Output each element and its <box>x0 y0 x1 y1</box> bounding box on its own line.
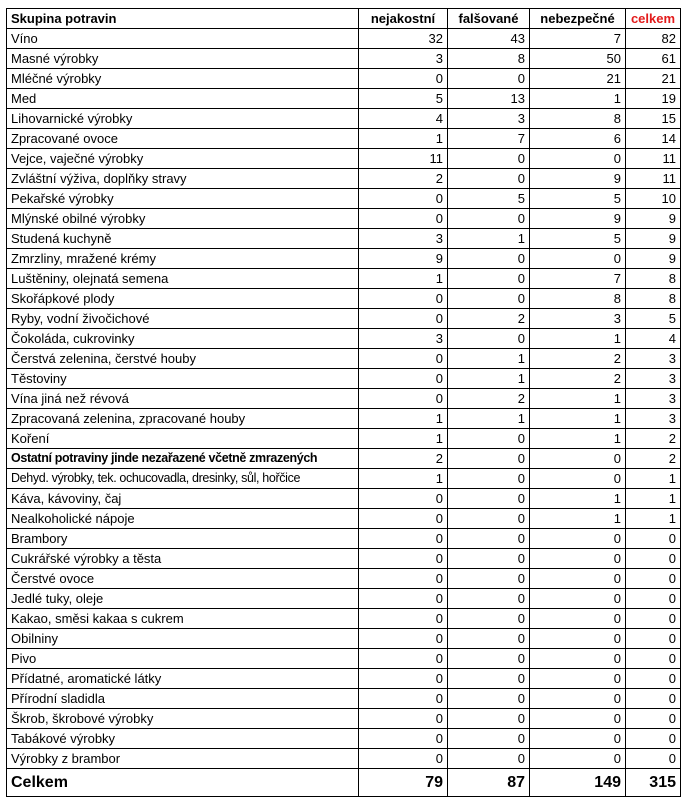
cell-total: 3 <box>626 409 681 429</box>
cell-substandard: 3 <box>359 329 448 349</box>
table-row <box>7 129 681 149</box>
header-row <box>7 9 681 29</box>
cell-unsafe: 0 <box>530 589 626 609</box>
cell-falsified: 0 <box>448 249 530 269</box>
cell-substandard: 0 <box>359 689 448 709</box>
cell-unsafe: 0 <box>530 549 626 569</box>
table-row <box>7 309 681 329</box>
total-label: Celkem <box>7 769 359 797</box>
cell-substandard: 0 <box>359 509 448 529</box>
cell-category: Brambory <box>7 529 359 549</box>
cell-substandard: 9 <box>359 249 448 269</box>
cell-falsified: 0 <box>448 629 530 649</box>
cell-category: Masné výrobky <box>7 49 359 69</box>
table-footer <box>7 769 681 797</box>
cell-substandard: 1 <box>359 269 448 289</box>
table-row <box>7 449 681 469</box>
cell-unsafe: 0 <box>530 629 626 649</box>
cell-unsafe: 1 <box>530 389 626 409</box>
table-header <box>7 9 681 29</box>
cell-falsified: 0 <box>448 329 530 349</box>
cell-substandard: 3 <box>359 49 448 69</box>
cell-category: Zvláštní výživa, doplňky stravy <box>7 169 359 189</box>
cell-substandard: 0 <box>359 189 448 209</box>
cell-unsafe: 50 <box>530 49 626 69</box>
cell-substandard: 0 <box>359 629 448 649</box>
cell-falsified: 0 <box>448 529 530 549</box>
cell-unsafe: 0 <box>530 749 626 769</box>
header-falsified: falšované <box>448 9 530 29</box>
cell-category: Med <box>7 89 359 109</box>
cell-unsafe: 0 <box>530 689 626 709</box>
cell-unsafe: 1 <box>530 409 626 429</box>
cell-substandard: 2 <box>359 449 448 469</box>
cell-total: 14 <box>626 129 681 149</box>
cell-category: Vejce, vaječné výrobky <box>7 149 359 169</box>
cell-unsafe: 3 <box>530 309 626 329</box>
table-row <box>7 729 681 749</box>
cell-falsified: 0 <box>448 709 530 729</box>
cell-total: 9 <box>626 229 681 249</box>
cell-substandard: 0 <box>359 669 448 689</box>
table-row <box>7 469 681 489</box>
cell-total: 0 <box>626 689 681 709</box>
cell-substandard: 0 <box>359 589 448 609</box>
table-row <box>7 629 681 649</box>
cell-unsafe: 0 <box>530 149 626 169</box>
table-row <box>7 109 681 129</box>
cell-total: 19 <box>626 89 681 109</box>
cell-substandard: 0 <box>359 709 448 729</box>
cell-unsafe: 0 <box>530 569 626 589</box>
cell-unsafe: 0 <box>530 729 626 749</box>
cell-unsafe: 6 <box>530 129 626 149</box>
cell-category: Tabákové výrobky <box>7 729 359 749</box>
cell-substandard: 0 <box>359 209 448 229</box>
table-row <box>7 429 681 449</box>
cell-category: Ostatní potraviny jinde nezařazené včetně zmrazených <box>7 449 359 469</box>
cell-unsafe: 5 <box>530 189 626 209</box>
cell-falsified: 0 <box>448 269 530 289</box>
cell-category: Těstoviny <box>7 369 359 389</box>
cell-substandard: 0 <box>359 549 448 569</box>
cell-category: Skořápkové plody <box>7 289 359 309</box>
cell-total: 0 <box>626 549 681 569</box>
cell-substandard: 0 <box>359 729 448 749</box>
cell-unsafe: 8 <box>530 109 626 129</box>
cell-falsified: 0 <box>448 509 530 529</box>
table-row <box>7 589 681 609</box>
cell-category: Lihovarnické výrobky <box>7 109 359 129</box>
total-total: 315 <box>626 769 681 797</box>
cell-falsified: 0 <box>448 609 530 629</box>
cell-total: 0 <box>626 649 681 669</box>
cell-total: 9 <box>626 209 681 229</box>
table-row <box>7 69 681 89</box>
cell-category: Čerstvé ovoce <box>7 569 359 589</box>
cell-falsified: 0 <box>448 429 530 449</box>
cell-substandard: 0 <box>359 749 448 769</box>
cell-total: 2 <box>626 449 681 469</box>
cell-substandard: 32 <box>359 29 448 49</box>
cell-falsified: 0 <box>448 69 530 89</box>
cell-category: Luštěniny, olejnatá semena <box>7 269 359 289</box>
cell-substandard: 1 <box>359 429 448 449</box>
cell-total: 82 <box>626 29 681 49</box>
cell-falsified: 0 <box>448 209 530 229</box>
table-row <box>7 349 681 369</box>
cell-falsified: 0 <box>448 169 530 189</box>
cell-substandard: 0 <box>359 529 448 549</box>
table-body <box>7 29 681 769</box>
cell-unsafe: 1 <box>530 509 626 529</box>
cell-substandard: 1 <box>359 409 448 429</box>
table-row <box>7 549 681 569</box>
cell-substandard: 4 <box>359 109 448 129</box>
cell-unsafe: 21 <box>530 69 626 89</box>
table-row <box>7 489 681 509</box>
cell-unsafe: 1 <box>530 329 626 349</box>
cell-falsified: 0 <box>448 589 530 609</box>
cell-falsified: 1 <box>448 229 530 249</box>
table-row <box>7 669 681 689</box>
cell-falsified: 1 <box>448 369 530 389</box>
table-row <box>7 29 681 49</box>
table-row <box>7 329 681 349</box>
cell-unsafe: 1 <box>530 89 626 109</box>
table-row <box>7 209 681 229</box>
cell-category: Vína jiná než révová <box>7 389 359 409</box>
cell-total: 21 <box>626 69 681 89</box>
cell-substandard: 0 <box>359 69 448 89</box>
cell-substandard: 0 <box>359 389 448 409</box>
cell-substandard: 0 <box>359 309 448 329</box>
cell-total: 61 <box>626 49 681 69</box>
cell-total: 1 <box>626 469 681 489</box>
cell-unsafe: 0 <box>530 449 626 469</box>
cell-unsafe: 0 <box>530 669 626 689</box>
table-row <box>7 89 681 109</box>
cell-total: 2 <box>626 429 681 449</box>
table-row <box>7 189 681 209</box>
header-unsafe: nebezpečné <box>530 9 626 29</box>
cell-falsified: 0 <box>448 289 530 309</box>
cell-unsafe: 0 <box>530 529 626 549</box>
cell-unsafe: 9 <box>530 169 626 189</box>
cell-unsafe: 0 <box>530 609 626 629</box>
cell-total: 0 <box>626 529 681 549</box>
cell-category: Dehyd. výrobky, tek. ochucovadla, dresinky, sůl, hořčice <box>7 469 359 489</box>
cell-substandard: 0 <box>359 369 448 389</box>
total-falsified: 87 <box>448 769 530 797</box>
table-row <box>7 569 681 589</box>
cell-category: Kakao, směsi kakaa s cukrem <box>7 609 359 629</box>
cell-total: 0 <box>626 749 681 769</box>
table-row <box>7 269 681 289</box>
cell-category: Mlýnské obilné výrobky <box>7 209 359 229</box>
cell-falsified: 0 <box>448 689 530 709</box>
cell-total: 8 <box>626 269 681 289</box>
cell-total: 0 <box>626 609 681 629</box>
cell-substandard: 0 <box>359 349 448 369</box>
table-row <box>7 529 681 549</box>
cell-falsified: 5 <box>448 189 530 209</box>
cell-category: Přírodní sladidla <box>7 689 359 709</box>
cell-total: 8 <box>626 289 681 309</box>
cell-unsafe: 0 <box>530 249 626 269</box>
cell-falsified: 0 <box>448 449 530 469</box>
cell-unsafe: 9 <box>530 209 626 229</box>
cell-total: 3 <box>626 369 681 389</box>
cell-total: 0 <box>626 729 681 749</box>
table-row <box>7 249 681 269</box>
cell-category: Nealkoholické nápoje <box>7 509 359 529</box>
cell-total: 11 <box>626 149 681 169</box>
cell-category: Jedlé tuky, oleje <box>7 589 359 609</box>
cell-unsafe: 0 <box>530 649 626 669</box>
cell-substandard: 11 <box>359 149 448 169</box>
cell-total: 0 <box>626 589 681 609</box>
table-row <box>7 509 681 529</box>
cell-total: 1 <box>626 489 681 509</box>
cell-total: 10 <box>626 189 681 209</box>
header-category: Skupina potravin <box>7 9 359 29</box>
cell-total: 4 <box>626 329 681 349</box>
table-row <box>7 369 681 389</box>
cell-category: Škrob, škrobové výrobky <box>7 709 359 729</box>
cell-unsafe: 1 <box>530 429 626 449</box>
food-inspection-table <box>6 8 681 797</box>
cell-total: 9 <box>626 249 681 269</box>
cell-total: 0 <box>626 709 681 729</box>
document-page <box>6 8 681 797</box>
cell-substandard: 5 <box>359 89 448 109</box>
cell-total: 3 <box>626 389 681 409</box>
table-row <box>7 149 681 169</box>
cell-category: Káva, kávoviny, čaj <box>7 489 359 509</box>
cell-category: Cukrářské výrobky a těsta <box>7 549 359 569</box>
cell-unsafe: 5 <box>530 229 626 249</box>
cell-unsafe: 2 <box>530 369 626 389</box>
cell-falsified: 1 <box>448 349 530 369</box>
header-total: celkem <box>626 9 681 29</box>
cell-category: Obilniny <box>7 629 359 649</box>
table-row <box>7 749 681 769</box>
cell-category: Čokoláda, cukrovinky <box>7 329 359 349</box>
cell-total: 15 <box>626 109 681 129</box>
cell-unsafe: 0 <box>530 469 626 489</box>
table-row <box>7 169 681 189</box>
cell-total: 3 <box>626 349 681 369</box>
cell-substandard: 1 <box>359 129 448 149</box>
cell-category: Mléčné výrobky <box>7 69 359 89</box>
cell-total: 5 <box>626 309 681 329</box>
table-row <box>7 49 681 69</box>
cell-category: Zmrzliny, mražené krémy <box>7 249 359 269</box>
cell-substandard: 3 <box>359 229 448 249</box>
cell-category: Víno <box>7 29 359 49</box>
cell-substandard: 0 <box>359 649 448 669</box>
cell-category: Ryby, vodní živočichové <box>7 309 359 329</box>
cell-falsified: 0 <box>448 669 530 689</box>
cell-falsified: 2 <box>448 309 530 329</box>
cell-falsified: 0 <box>448 569 530 589</box>
cell-falsified: 2 <box>448 389 530 409</box>
cell-unsafe: 1 <box>530 489 626 509</box>
cell-total: 1 <box>626 509 681 529</box>
cell-substandard: 0 <box>359 489 448 509</box>
cell-substandard: 0 <box>359 569 448 589</box>
table-row <box>7 689 681 709</box>
cell-total: 11 <box>626 169 681 189</box>
cell-falsified: 0 <box>448 489 530 509</box>
cell-category: Zpracovaná zelenina, zpracované houby <box>7 409 359 429</box>
total-substandard: 79 <box>359 769 448 797</box>
cell-category: Studená kuchyně <box>7 229 359 249</box>
cell-falsified: 0 <box>448 749 530 769</box>
cell-unsafe: 7 <box>530 269 626 289</box>
cell-substandard: 0 <box>359 289 448 309</box>
table-row <box>7 649 681 669</box>
table-row <box>7 609 681 629</box>
cell-falsified: 43 <box>448 29 530 49</box>
total-row <box>7 769 681 797</box>
cell-falsified: 0 <box>448 649 530 669</box>
cell-falsified: 0 <box>448 469 530 489</box>
cell-substandard: 2 <box>359 169 448 189</box>
cell-unsafe: 2 <box>530 349 626 369</box>
table-row <box>7 229 681 249</box>
cell-category: Pivo <box>7 649 359 669</box>
cell-falsified: 8 <box>448 49 530 69</box>
cell-total: 0 <box>626 569 681 589</box>
cell-substandard: 1 <box>359 469 448 489</box>
total-unsafe: 149 <box>530 769 626 797</box>
cell-category: Pekařské výrobky <box>7 189 359 209</box>
cell-unsafe: 8 <box>530 289 626 309</box>
cell-falsified: 3 <box>448 109 530 129</box>
cell-category: Čerstvá zelenina, čerstvé houby <box>7 349 359 369</box>
cell-falsified: 7 <box>448 129 530 149</box>
cell-falsified: 0 <box>448 149 530 169</box>
cell-falsified: 0 <box>448 729 530 749</box>
cell-category: Zpracované ovoce <box>7 129 359 149</box>
cell-category: Výrobky z brambor <box>7 749 359 769</box>
table-row <box>7 289 681 309</box>
table-row <box>7 409 681 429</box>
cell-category: Přídatné, aromatické látky <box>7 669 359 689</box>
cell-substandard: 0 <box>359 609 448 629</box>
cell-total: 0 <box>626 629 681 649</box>
cell-falsified: 1 <box>448 409 530 429</box>
table-row <box>7 709 681 729</box>
cell-falsified: 0 <box>448 549 530 569</box>
cell-total: 0 <box>626 669 681 689</box>
header-substandard: nejakostní <box>359 9 448 29</box>
table-row <box>7 389 681 409</box>
cell-falsified: 13 <box>448 89 530 109</box>
cell-unsafe: 0 <box>530 709 626 729</box>
cell-category: Koření <box>7 429 359 449</box>
cell-unsafe: 7 <box>530 29 626 49</box>
